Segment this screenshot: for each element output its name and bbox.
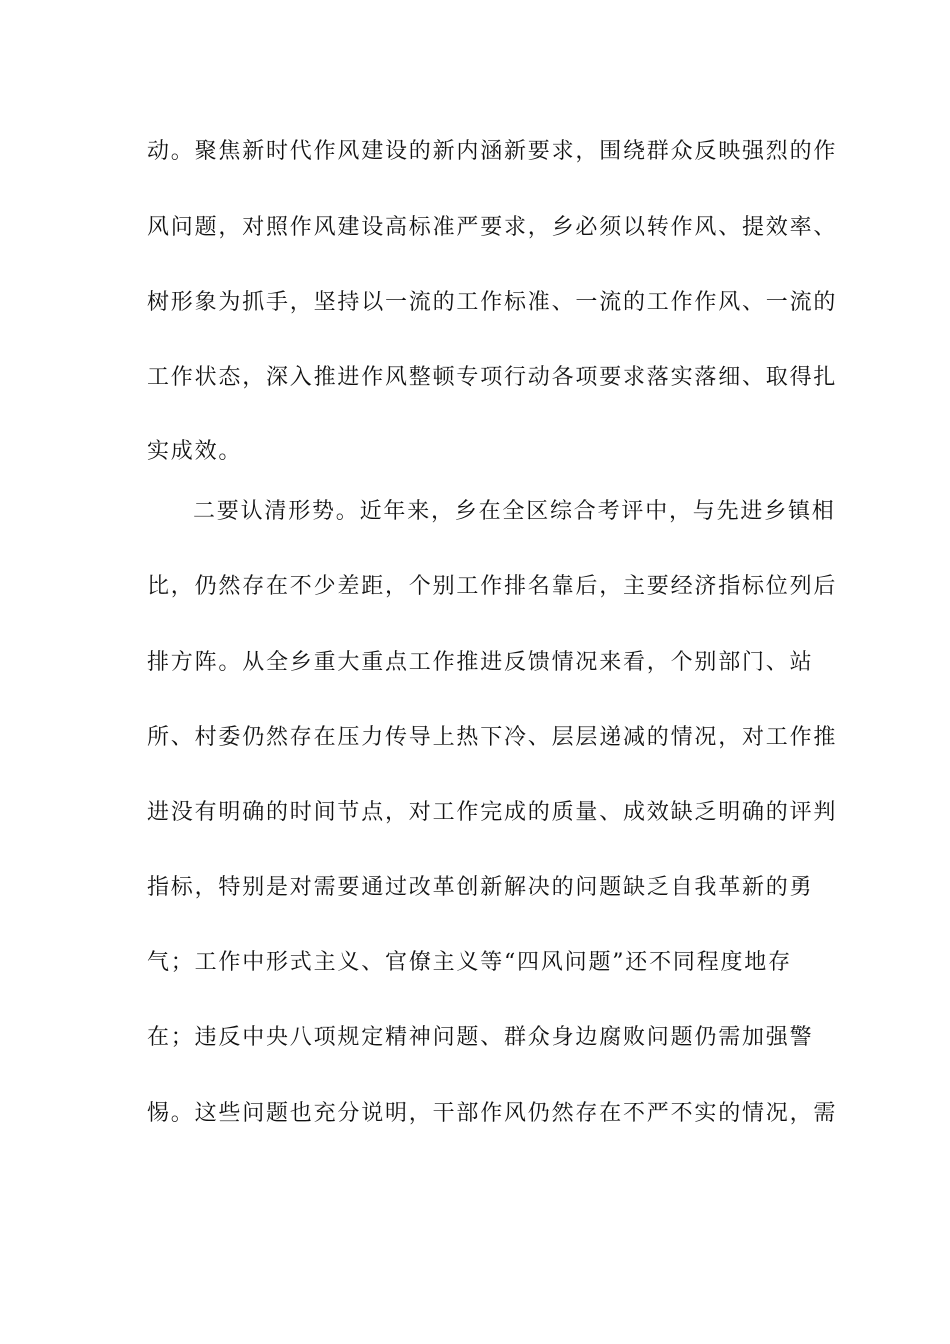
paragraph-line: 风问题，对照作风建设高标准严要求，乡必须以转作风、提效率、 (147, 215, 838, 240)
paragraph-line: 指标，特别是对需要通过改革创新解决的问题缺乏自我革新的勇 (147, 875, 814, 900)
paragraph-line: 惕。这些问题也充分说明，干部作风仍然存在不严不实的情况，需 (147, 1101, 838, 1126)
paragraph-line: 在；违反中央八项规定精神问题、群众身边腐败问题仍需加强警 (147, 1025, 814, 1050)
paragraph-line: 排方阵。从全乡重大重点工作推进反馈情况来看，个别部门、站 (147, 650, 814, 675)
paragraph-line: 比，仍然存在不少差距，个别工作排名靠后，主要经济指标位列后 (147, 574, 838, 599)
paragraph-first-line: 二要认清形势。近年来，乡在全区综合考评中，与先进乡镇相 (193, 499, 836, 524)
paragraph-line: 树形象为抓手，坚持以一流的工作标准、一流的工作作风、一流的 (147, 290, 838, 315)
paragraph-line: 工作状态，深入推进作风整顿专项行动各项要求落实落细、取得扎 (147, 365, 838, 390)
paragraph-line: 所、村委仍然存在压力传导上热下冷、层层递减的情况，对工作推 (147, 725, 838, 750)
paragraph-line: 实成效。 (147, 439, 243, 464)
paragraph-line: 气；工作中形式主义、官僚主义等“四风问题”还不同程度地存 (147, 950, 792, 975)
paragraph-line: 进没有明确的时间节点，对工作完成的质量、成效缺乏明确的评判 (147, 800, 838, 825)
paragraph-line: 动。聚焦新时代作风建设的新内涵新要求，围绕群众反映强烈的作 (147, 139, 838, 164)
